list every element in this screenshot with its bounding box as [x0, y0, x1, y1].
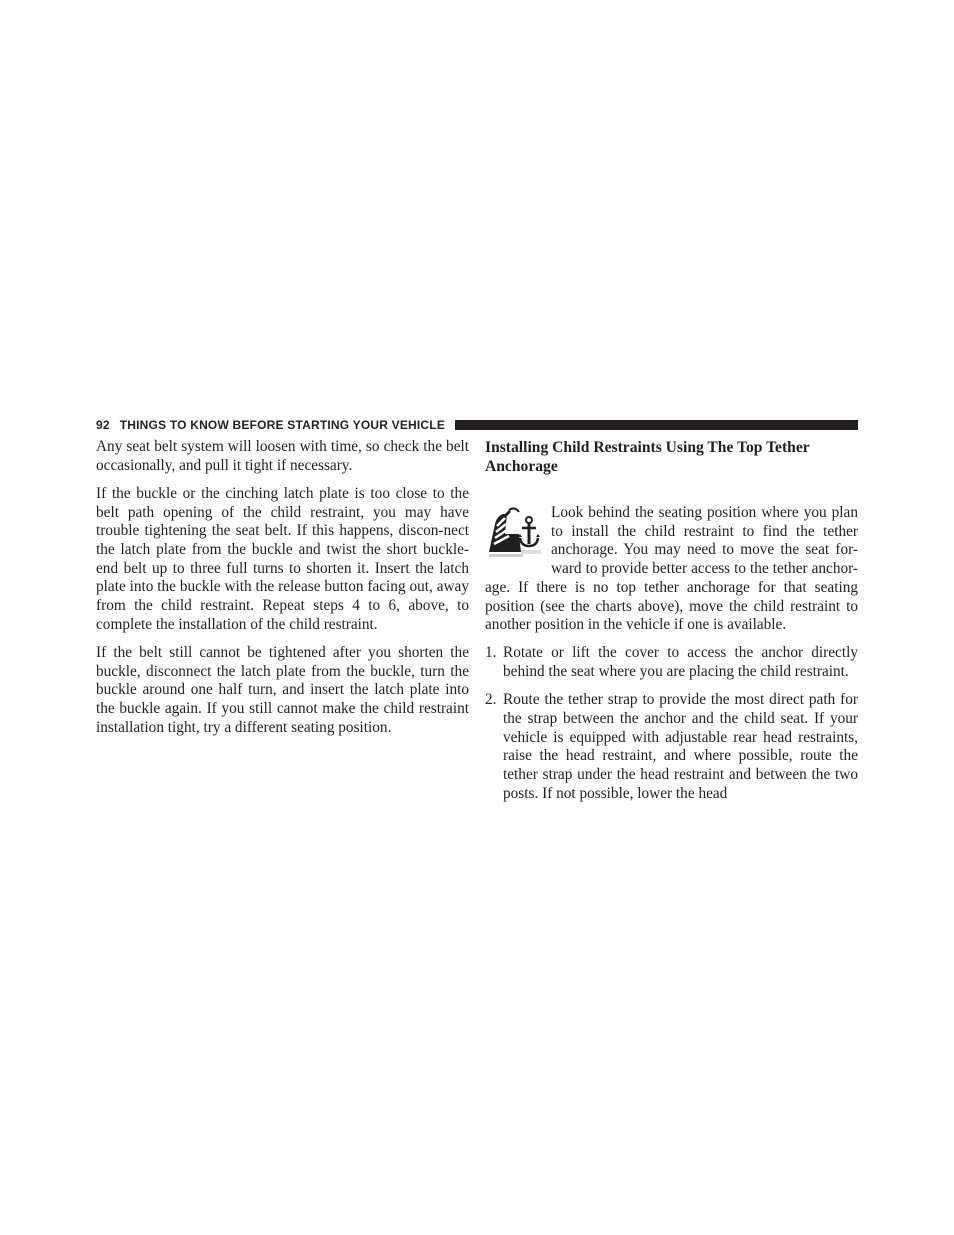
section-title: THINGS TO KNOW BEFORE STARTING YOUR VEHICLE	[119, 417, 446, 432]
intro-block	[485, 504, 858, 635]
page-number: 92	[96, 417, 110, 432]
paragraph-look-behind: Look behind the seating position where you plan to install the child restraint to find the tether anchorage. You may need to move the seat for-ward to provide better access to the tether anchor-age. If there is no top tether anchorage for that seating position (see the charts above), move the child restraint to another position in the vehicle if one is available.	[485, 504, 858, 634]
child-seat-tether-anchor-icon	[485, 504, 547, 562]
installation-steps	[485, 644, 858, 803]
list-item	[485, 691, 858, 803]
paragraph-loosen: Any seat belt system will loosen with time, so check the belt occasionally, and pull it tight if necessary.	[96, 438, 469, 474]
list-item	[485, 644, 858, 681]
paragraph-belt-cannot-tighten: If the belt still cannot be tightened after you shorten the buckle, disconnect the latch plate from the buckle, turn the buckle around one half turn, and insert the latch plate into the buckle again. If you still cannot make the child restraint installation tight, try a different seating position.	[96, 644, 469, 736]
step-number: 2.	[485, 691, 497, 709]
header-rule	[455, 420, 858, 430]
paragraph-buckle-too-close: If the buckle or the cinching latch plate is too close to the belt path opening of the child restraint, you may have trouble tightening the seat belt. If this happens, discon-nect the latch plate from the buckle and twist the short buckle-end belt up to three full turns to shorten it. Insert the latch plate into the buckle with the release button facing out, away from the child restraint. Repeat steps 4 to 6, above, to complete the installation of the child restraint.	[96, 484, 469, 633]
step-number: 1.	[485, 644, 497, 662]
section-heading: Installing Child Restraints Using The Top Tether Anchorage	[485, 439, 810, 475]
step-text: Route the tether strap to provide the most direct path for the strap between the anchor and the child seat. If your vehicle is equipped with adjustable rear head restraints, raise the head restraint, and where possible, route the tether strap under the head restraint and between the two posts. If not possible, lower the head	[503, 691, 858, 802]
left-column	[96, 438, 469, 747]
step-text: Rotate or lift the cover to access the anchor directly behind the seat where you are placing the child restraint.	[503, 644, 858, 681]
page-header	[96, 417, 858, 432]
right-column	[485, 438, 858, 813]
